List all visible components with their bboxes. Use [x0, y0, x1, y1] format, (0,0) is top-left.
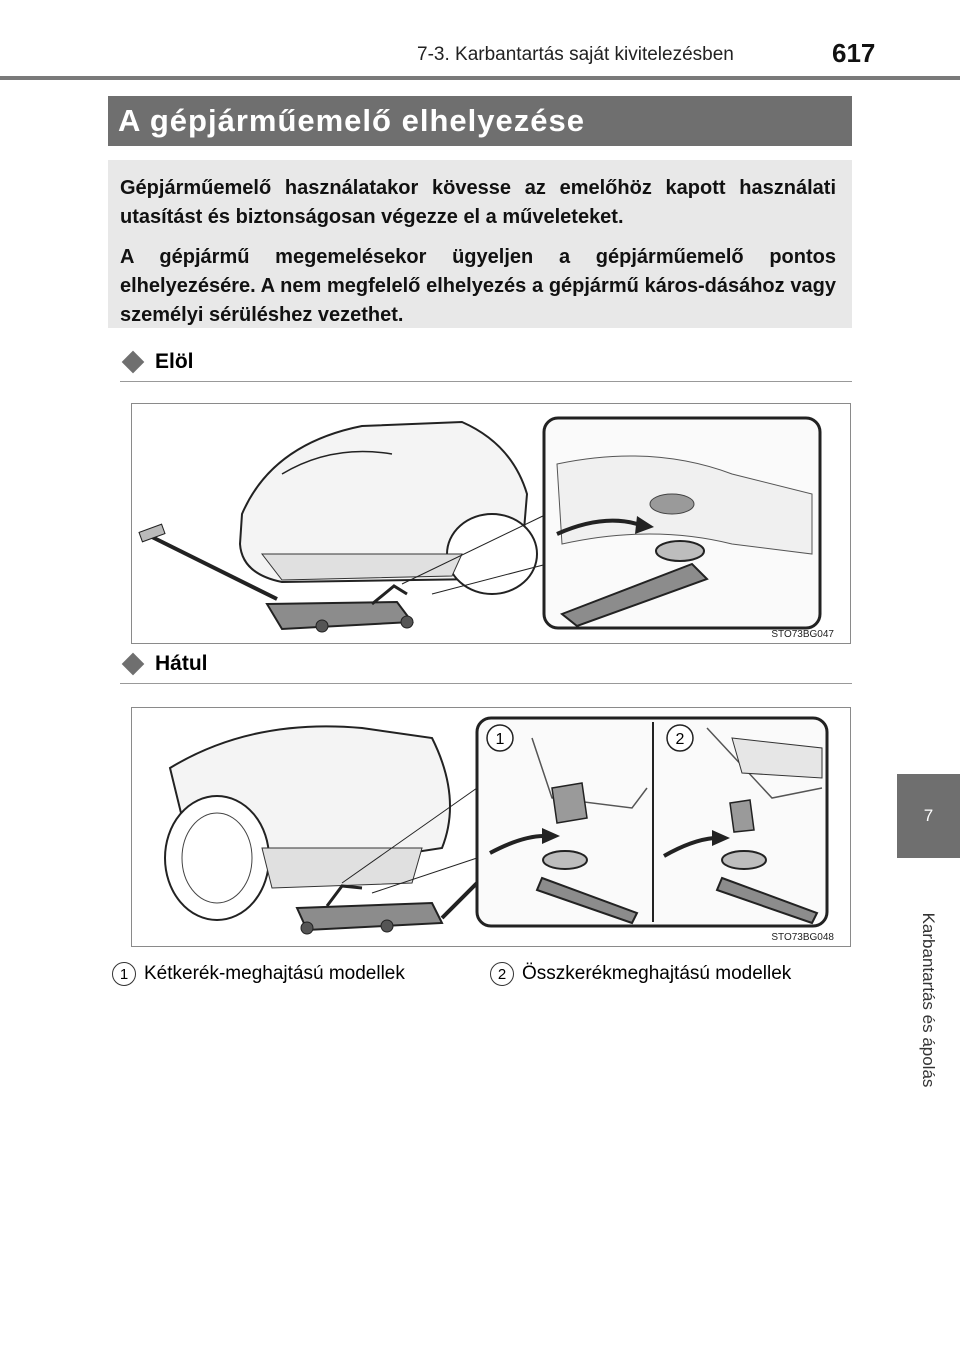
jack-saddle — [722, 851, 766, 869]
front-rule — [120, 381, 852, 382]
jack-wheel — [401, 616, 413, 628]
chapter-number: 7 — [923, 806, 934, 825]
callout-2-label: 2 — [675, 731, 685, 748]
notice-paragraph-1: Gépjárműemelő használatakor kövesse az emelőhöz kapott használati utasítást és biztonságosan végezze el a műveleteket. — [120, 177, 836, 228]
jack-body — [267, 602, 412, 629]
rear-jack-figure — [131, 707, 851, 947]
callout-1-label: 1 — [495, 731, 505, 748]
jack-point-mark — [650, 494, 694, 514]
rear-rule — [120, 683, 852, 684]
underbody-shape — [262, 554, 462, 580]
jack-wheel — [381, 920, 393, 932]
jack-wheel — [316, 620, 328, 632]
legend-label-2: Összkerékmeghajtású modellek — [522, 963, 792, 984]
chapter-tab[interactable] — [897, 774, 960, 858]
page-number: 617 — [832, 38, 876, 68]
jack-body — [297, 903, 442, 930]
figure-code: STO73BG048 — [771, 932, 834, 943]
jack-point-mark — [730, 800, 754, 832]
jack-handle — [442, 883, 477, 918]
rear-heading-label: Hátul — [155, 652, 208, 675]
rear-illustration — [132, 708, 852, 948]
chapter-label: Karbantartás és ápolás — [919, 912, 938, 1088]
legend-label-1: Kétkerék-meghajtású modellek — [144, 963, 405, 984]
underbody-shape — [262, 848, 422, 888]
legend-number-2: 2 — [490, 962, 514, 986]
jack-wheel — [301, 922, 313, 934]
figure-code: STO73BG047 — [771, 629, 834, 640]
front-jack-figure — [131, 403, 851, 644]
notice-paragraph-2: A gépjármű megemelésekor ügyeljen a gépjárműemelő pontos elhelyezésére. A nem megfelelő elhelyezés a gépjármű káros-dásához vagy személyi sérüléshez vezethet. — [120, 246, 836, 326]
front-heading-label: Elöl — [155, 350, 194, 373]
diamond-bullet-icon — [122, 653, 145, 676]
legend-item-1 — [112, 962, 405, 986]
jack-saddle — [656, 541, 704, 561]
page-title: A gépjárműemelő elhelyezése — [108, 96, 852, 146]
legend-number-1: 1 — [112, 962, 136, 986]
jack-point-mark — [552, 783, 587, 823]
header-divider — [0, 76, 960, 80]
jack-saddle — [543, 851, 587, 869]
front-illustration — [132, 404, 852, 645]
wheel-shape — [165, 796, 269, 920]
jack-arm — [327, 886, 362, 906]
notice-box — [108, 160, 852, 328]
section-title: 7-3. Karbantartás saját kivitelezésben — [417, 44, 734, 65]
legend-item-2 — [490, 962, 791, 986]
diamond-bullet-icon — [122, 351, 145, 374]
front-heading — [120, 350, 852, 374]
rear-heading — [120, 652, 852, 676]
